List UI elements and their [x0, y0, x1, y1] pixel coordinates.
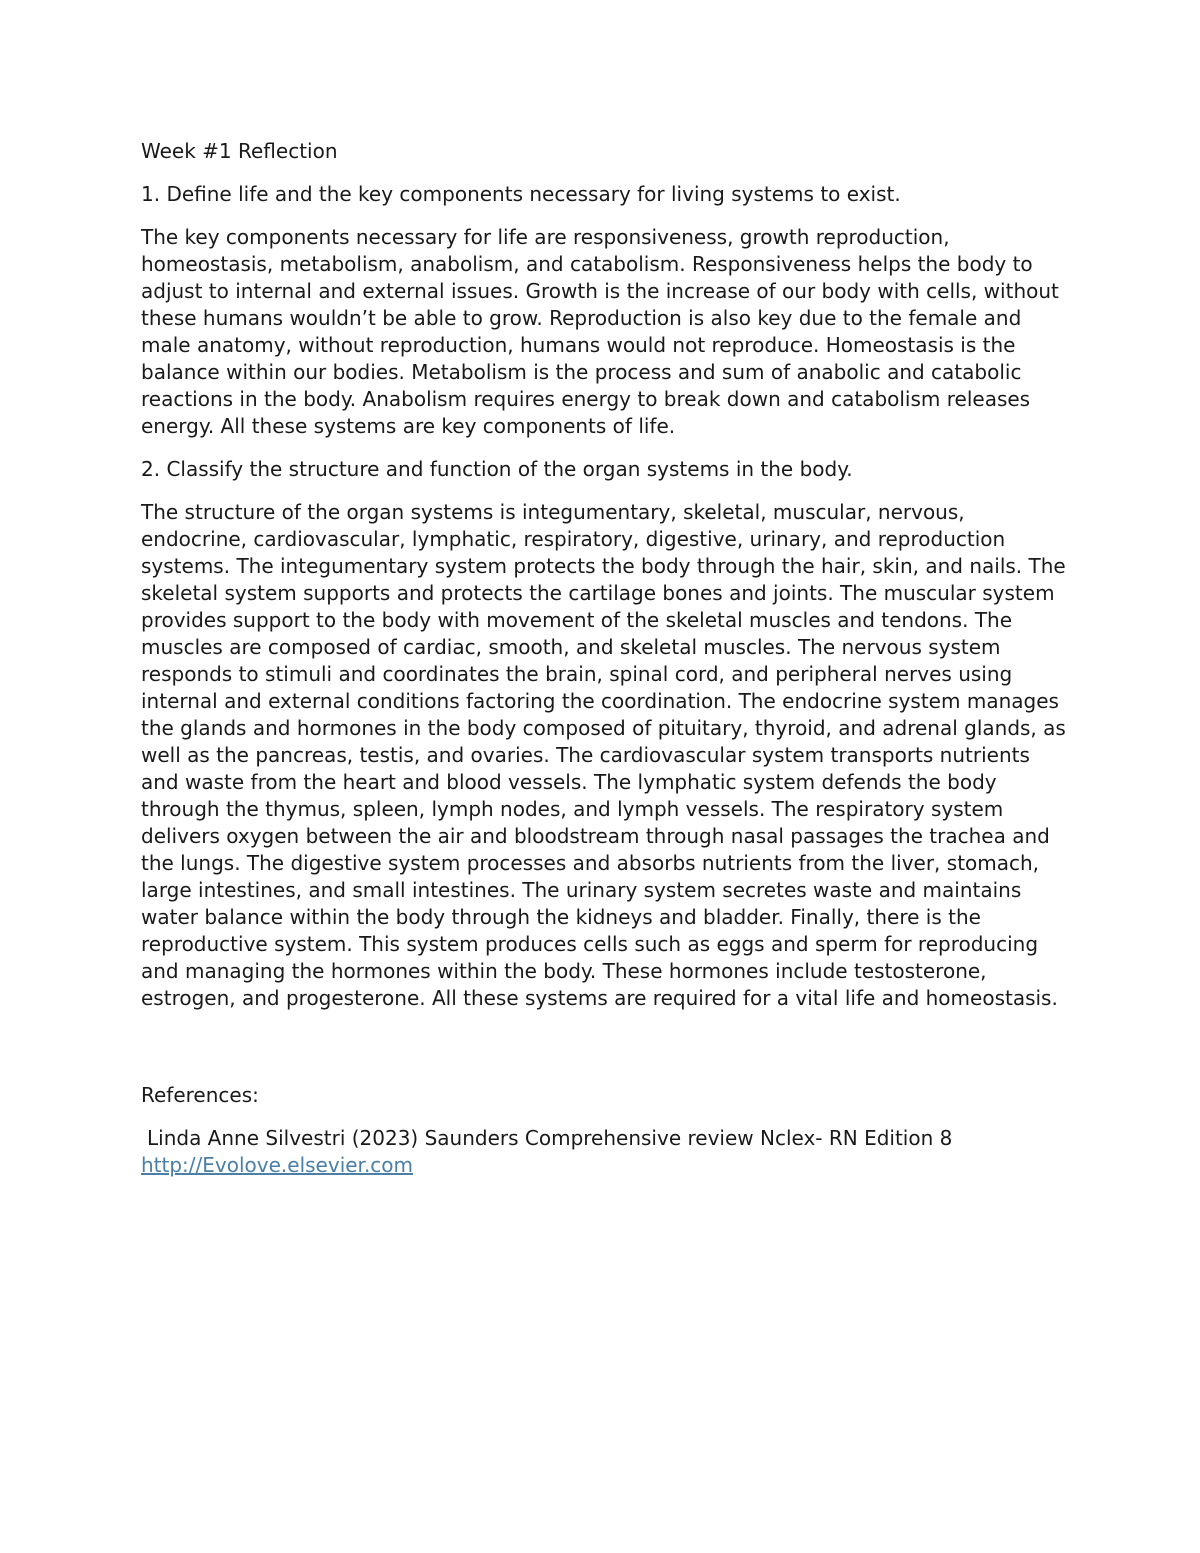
reference-link[interactable]: http://Evolove.elsevier.com	[141, 1153, 414, 1177]
question-1: 1. Define life and the key components necessary for living systems to exist.	[141, 182, 901, 206]
section-spacer	[141, 1028, 1066, 1082]
references-heading: References:	[141, 1083, 259, 1107]
reference-citation: Linda Anne Silvestri (2023) Saunders Comprehensive review Nclex- RN Edition 8	[147, 1126, 953, 1150]
question-2: 2. Classify the structure and function of the organ systems in the body.	[141, 457, 853, 481]
reference-entry	[141, 1125, 1066, 1179]
answer-2: The structure of the organ systems is integumentary, skeletal, muscular, nervous, endocrine, cardiovascular, lymphatic, respiratory, digestive, urinary, and reproduction systems. The integumentary system protects the body through the hair, skin, and nails. The skeletal system supports and protects the cartilage bones and joints. The muscular system provides support to the body with movement of the skeletal muscles and tendons. The muscles are composed of cardiac, smooth, and skeletal muscles. The nervous system responds to stimuli and coordinates the brain, spinal cord, and peripheral nerves using internal and external conditions factoring the coordination. The endocrine system manages the glands and hormones in the body composed of pituitary, thyroid, and adrenal glands, as well as the pancreas, testis, and ovaries. The cardiovascular system transports nutrients and waste from the heart and blood vessels. The lymphatic system defends the body through the thymus, spleen, lymph nodes, and lymph vessels. The respiratory system delivers oxygen between the air and bloodstream through nasal passages the trachea and the lungs. The digestive system processes and absorbs nutrients from the liver, stomach, large intestines, and small intestines. The urinary system secretes waste and maintains water balance within the body through the kidneys and bladder. Finally, there is the reproductive system. This system produces cells such as eggs and sperm for reproducing and managing the hormones within the body. These hormones include testosterone, estrogen, and progesterone. All these systems are required for a vital life and homeostasis.	[141, 500, 1066, 1010]
document-page	[141, 138, 1066, 1179]
answer-1: The key components necessary for life are responsiveness, growth reproduction, homeostasis, metabolism, anabolism, and catabolism. Responsiveness helps the body to adjust to internal and external issues. Growth is the increase of our body with cells, without these humans wouldn’t be able to grow. Reproduction is also key due to the female and male anatomy, without reproduction, humans would not reproduce. Homeostasis is the balance within our bodies. Metabolism is the process and sum of anabolic and catabolic reactions in the body. Anabolism requires energy to break down and catabolism releases energy. All these systems are key components of life.	[141, 225, 1059, 438]
document-title: Week #1 Reflection	[141, 139, 338, 163]
